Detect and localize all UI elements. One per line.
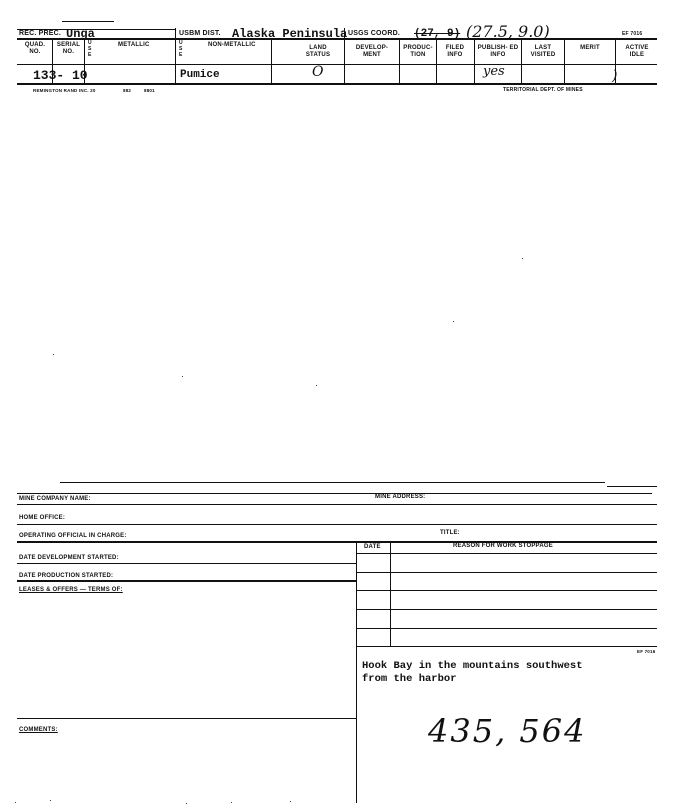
rule [356,553,657,554]
speck [15,802,16,803]
speck [182,376,183,377]
active-idle-value: ) [612,68,618,84]
home-office-label: HOME OFFICE: [19,515,66,521]
title-label: TITLE: [440,530,460,536]
divider [175,28,176,84]
rule [17,541,657,543]
location-note-line-2: from the harbor [362,673,457,685]
rule [356,590,657,591]
speck [231,802,232,803]
usgs-coord-typed: (27, 9) [414,28,461,40]
divider [271,39,272,84]
date-production-started-label: DATE PRODUCTION STARTED: [19,573,114,579]
usgs-coord-label: USGS COORD. [348,30,400,37]
rule [17,718,356,719]
speck [522,258,523,259]
rule [62,21,114,22]
divider [521,39,522,84]
speck [316,385,317,386]
rule [356,646,657,647]
usgs-coord-handwritten: (27.5, 9.0) [466,22,550,41]
col-active-idle: ACTIVE IDLE [625,45,649,58]
mine-company-name-label: MINE COMPANY NAME: [19,496,91,502]
imprint-code-1: 882 [123,88,132,93]
date-development-started-label: DATE DEVELOPMENT STARTED: [19,555,119,561]
col-metallic: METALLIC [118,42,150,48]
rec-prec-label: REC. PREC. [19,30,62,37]
speck [453,321,454,322]
reason-column-header: REASON FOR WORK STOPPAGE [453,543,553,549]
form-number-lower: EF 7016 [637,649,656,654]
published-info-value: yes [483,64,505,79]
rule [17,64,657,65]
col-serial-no: SERIAL NO. [56,42,81,55]
rule [17,504,657,505]
divider [344,28,345,84]
divider [474,39,475,84]
col-use-metallic: U S E [88,40,92,58]
speck [50,800,51,801]
speck [186,803,187,804]
usbm-dist-label: USBM DIST. [179,30,221,37]
rule [17,493,652,494]
rule [17,563,356,564]
rule [607,486,657,487]
comments-label: COMMENTS: [19,727,58,733]
col-land-status: LAND STATUS [305,45,331,58]
date-column-header: DATE [364,544,381,550]
nonmetallic-value: Pumice [180,69,220,81]
speck [290,801,291,802]
divider [356,541,357,803]
form-number: EF 7016 [622,31,643,37]
location-note-line-1: Hook Bay in the mountains southwest [362,660,583,672]
rec-prec-value: Unga [66,27,95,41]
col-use-nonmetallic: U S E [179,40,183,58]
rule [60,482,605,483]
col-quad-no: QUAD. NO. [24,42,46,55]
mine-address-label: MINE ADDRESS: [375,494,426,500]
rule [356,628,657,629]
col-development: DEVELOP- MENT [355,45,389,58]
land-status-value: O [312,64,324,80]
col-merit: MERIT [580,45,600,51]
col-nonmetallic: NON-METALLIC [208,42,256,48]
speck [53,354,54,355]
rule [17,524,657,525]
divider [436,39,437,84]
col-production: PRODUC- TION [403,45,433,58]
rule [17,580,356,582]
row-bottom-rule [17,83,657,85]
col-filed-info: FILED INFO [445,45,465,58]
col-published-info: PUBLISH- ED INFO [477,45,519,58]
leases-offers-label: LEASES & OFFERS — TERMS OF: [19,587,123,593]
rule [356,572,657,573]
printer-imprint: REMINGTON RAND INC. 20 [33,88,96,93]
rule [356,609,657,610]
usbm-dist-value: Alaska Peninsula [232,27,348,41]
imprint-code-2: 8801 [144,88,155,93]
col-last-visited: LAST VISITED [530,45,556,58]
divider [399,39,400,84]
quad-serial-value: 133- 10 [33,68,88,83]
department-imprint: TERRITORIAL DEPT. OF MINES [503,87,583,93]
divider [390,541,391,646]
divider [564,39,565,84]
operating-official-label: OPERATING OFFICIAL IN CHARGE: [19,533,127,539]
handwritten-number: 435, 564 [428,712,587,750]
